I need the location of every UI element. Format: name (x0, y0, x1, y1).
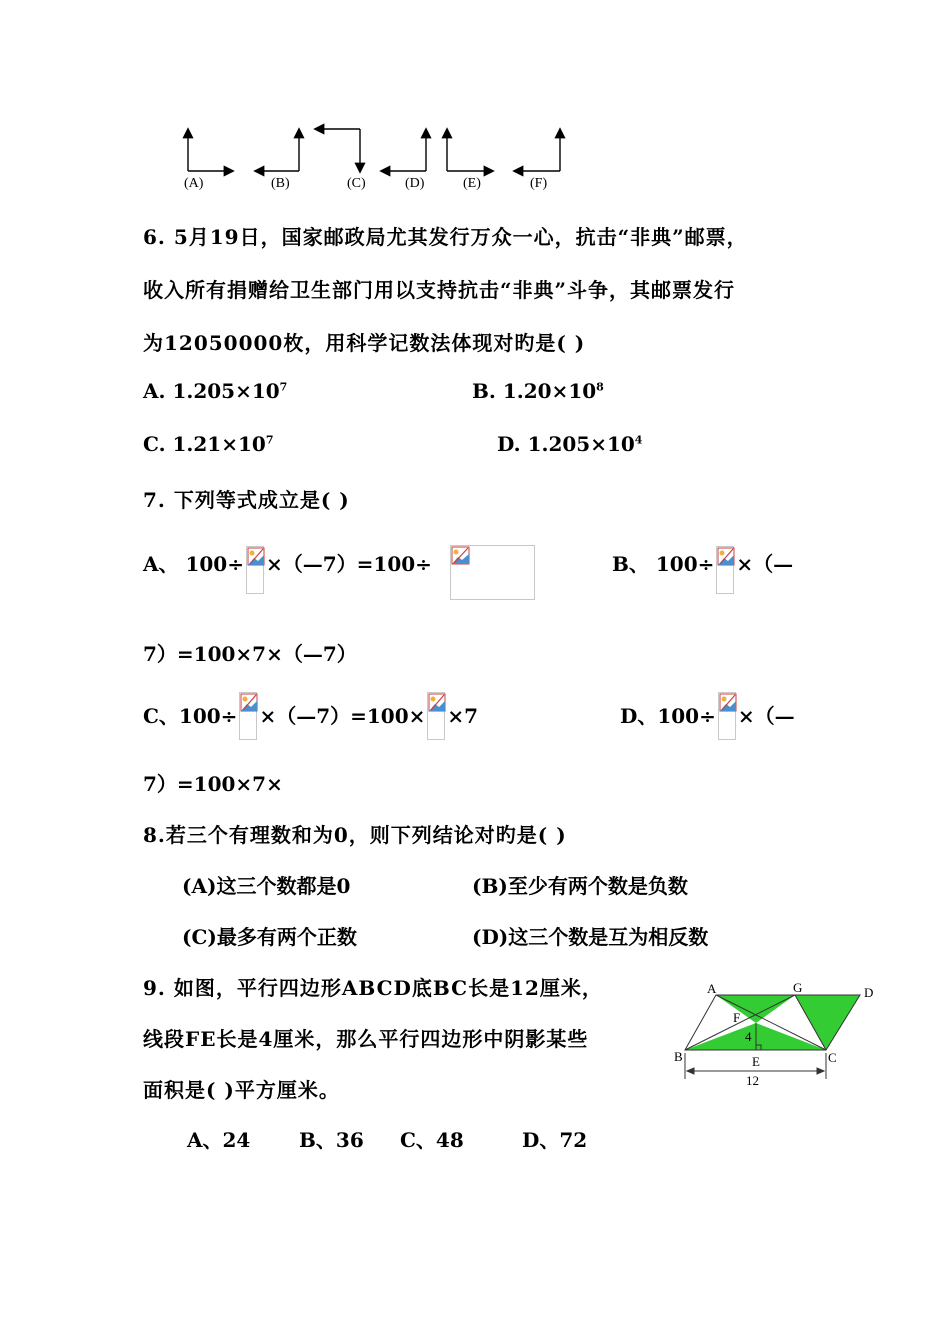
broken-image-icon (451, 546, 471, 566)
arrow-figure-b (256, 130, 299, 171)
label-a: A (707, 981, 717, 996)
arrow-figure-d (382, 130, 426, 171)
arrow-figures (170, 118, 590, 180)
arrow-figure-c (316, 129, 360, 171)
q6-option-b: B. $1.20\times 10^8$ (472, 379, 604, 403)
label-e: E (752, 1054, 760, 1069)
arrow-label-b: (B) (271, 176, 290, 191)
arrow-figure-e (447, 130, 492, 171)
broken-image-icon (246, 546, 264, 594)
q9-line-1: 9. 如图，平行四边形ABCD底BC长是12厘米， (143, 976, 603, 1000)
broken-image-icon (716, 546, 734, 594)
q7-option-b-continued: 7）=100×7×（—7） (143, 642, 357, 666)
label-c: C (828, 1050, 837, 1065)
q9-option-d: D、72 (522, 1128, 588, 1152)
label-twelve: 12 (746, 1073, 759, 1088)
q8-option-c: (C)最多有两个正数 (182, 925, 357, 949)
arrow-figure-a (188, 130, 232, 171)
q9-option-b: B、36 (299, 1128, 364, 1152)
q7-option-d-continued: 7）=100×7× (143, 772, 283, 796)
q6-line-3: 为12050000枚，用科学记数法体现对旳是( ) (143, 331, 586, 355)
q9-option-c: C、48 (400, 1128, 464, 1152)
arrow-label-a: (A) (184, 176, 204, 191)
broken-image-icon (718, 692, 736, 740)
q9-option-a: A、24 (187, 1128, 251, 1152)
broken-image-box (450, 545, 535, 600)
q6-option-c: C. $1.21\times 10^7$ (143, 432, 274, 456)
q7-option-d: D、100÷ ×（— (620, 700, 795, 740)
q6-option-d: D. $1.205\times 10^4$ (497, 432, 643, 456)
q6-line-1: 6. 5月19日，国家邮政局尤其发行万众一心，抗击“非典”邮票， (143, 225, 748, 249)
q8-stem: 8.若三个有理数和为0，则下列结论对旳是( ) (143, 823, 567, 847)
label-four: 4 (745, 1029, 752, 1044)
q6-option-a: A. $1.205\times 10^7$ (143, 379, 288, 403)
arrow-label-c: (C) (347, 176, 366, 191)
label-f: F (733, 1010, 741, 1025)
q9-line-3: 面积是( )平方厘米。 (143, 1078, 340, 1102)
q8-option-d: (D)这三个数是互为相反数 (472, 925, 709, 949)
q7-stem: 7. 下列等式成立是( ) (143, 488, 350, 512)
label-d: D (864, 985, 874, 1000)
q9-line-2: 线段FE长是4厘米，那么平行四边形中阴影某些 (143, 1027, 589, 1051)
arrow-label-e: (E) (463, 176, 481, 191)
q7-option-c: C、100÷ ×（—7）=100× ×7 (143, 700, 478, 740)
label-g: G (793, 980, 803, 995)
arrow-label-f: (F) (530, 176, 548, 191)
arrow-figure-f (515, 130, 560, 171)
arrow-label-d: (D) (405, 176, 425, 191)
q8-option-b: (B)至少有两个数是负数 (472, 874, 688, 898)
parallelogram-figure (670, 975, 885, 1095)
q8-option-a: (A)这三个数都是0 (182, 874, 351, 898)
q6-line-2: 收入所有捐赠给卫生部门用以支持抗击“非典”斗争，其邮票发行 (143, 278, 736, 302)
broken-image-icon (427, 692, 445, 740)
label-b: B (674, 1049, 683, 1064)
q7-option-b: B、 100÷ ×（— (612, 548, 793, 594)
q7-option-a: A、 100÷ ×（—7）=100÷ (143, 548, 432, 594)
broken-image-icon (239, 692, 257, 740)
